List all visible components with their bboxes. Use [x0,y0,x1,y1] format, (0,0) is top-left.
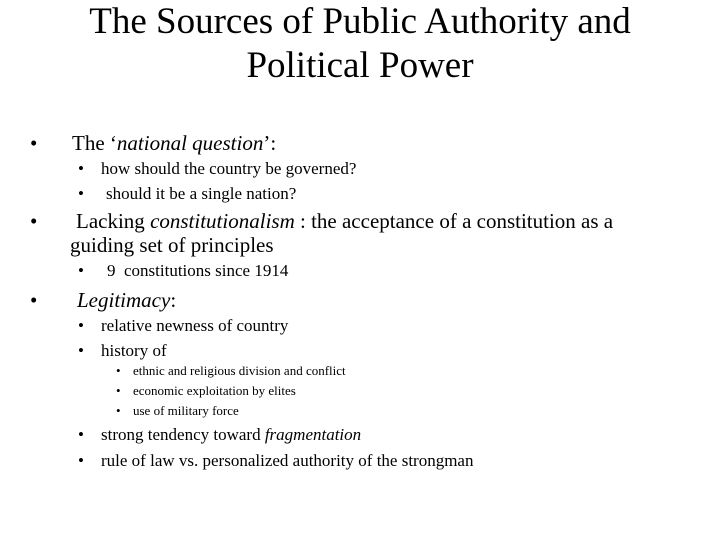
bullet-marker: • [78,451,84,470]
subsub-bullet-ethnic [116,364,346,379]
legitimacy-italic: Legitimacy [77,288,171,312]
sub-bullet-governed [78,159,356,179]
sub-bullet-newness [78,316,288,336]
bullet-marker: • [116,383,121,398]
bullet-marker: • [78,316,84,335]
slide-title [0,0,720,88]
constitutionalism-post: : the acceptance of a constitution as a [294,209,614,233]
constitutionalism-italic: constitutionalism [150,209,295,233]
bullet-marker: • [78,341,84,360]
subsub-bullet-economic [116,384,296,399]
sub-bullet-fragmentation [78,425,361,445]
subsub-bullet-military [116,404,239,419]
sub-bullet-history [78,341,167,361]
bullet-marker: • [78,425,84,444]
bullet-marker: • [116,363,121,378]
sub-newness-text: relative newness of country [101,316,289,335]
national-question-italic: national question [116,131,264,155]
subsub-military-text: use of military force [133,403,239,418]
sub-rule-of-law-text: rule of law vs. personalized authority of the strongman [101,451,474,470]
title-line-1: The Sources of Public Authority and [89,1,631,42]
national-question-pre: The ‘ [72,131,117,155]
bullet-marker: • [30,209,38,233]
sub-bullet-single-nation [78,184,296,204]
sub-governed-text: how should the country be governed? [101,159,357,178]
bullet-marker: • [30,131,38,155]
constitutionalism-pre: Lacking [76,209,151,233]
bullet-marker: • [78,159,84,178]
bullet-marker: • [116,403,121,418]
legitimacy-post: : [170,288,177,312]
bullet-marker: • [30,288,38,312]
sub-constitutions-text: 9 constitutions since 1914 [107,261,289,280]
national-question-post: ’: [263,131,277,155]
title-line-2: Political Power [246,45,474,86]
bullet-legitimacy [30,288,176,312]
sub-history-text: history of [101,341,167,360]
subsub-ethnic-text: ethnic and religious division and conflict [133,363,346,378]
sub-single-nation-text: should it be a single nation? [106,184,297,203]
bullet-marker: • [78,184,84,203]
bullet-constitutionalism [30,209,613,233]
sub-bullet-constitutions [78,261,288,281]
sub-fragmentation-pre: strong tendency toward [101,425,265,444]
sub-fragmentation-italic: fragmentation [264,425,362,444]
bullet-marker: • [78,261,84,280]
subsub-economic-text: economic exploitation by elites [133,383,296,398]
bullet-national-question [30,131,276,155]
constitutionalism-continuation: guiding set of principles [70,233,274,257]
sub-bullet-rule-of-law [78,451,473,471]
